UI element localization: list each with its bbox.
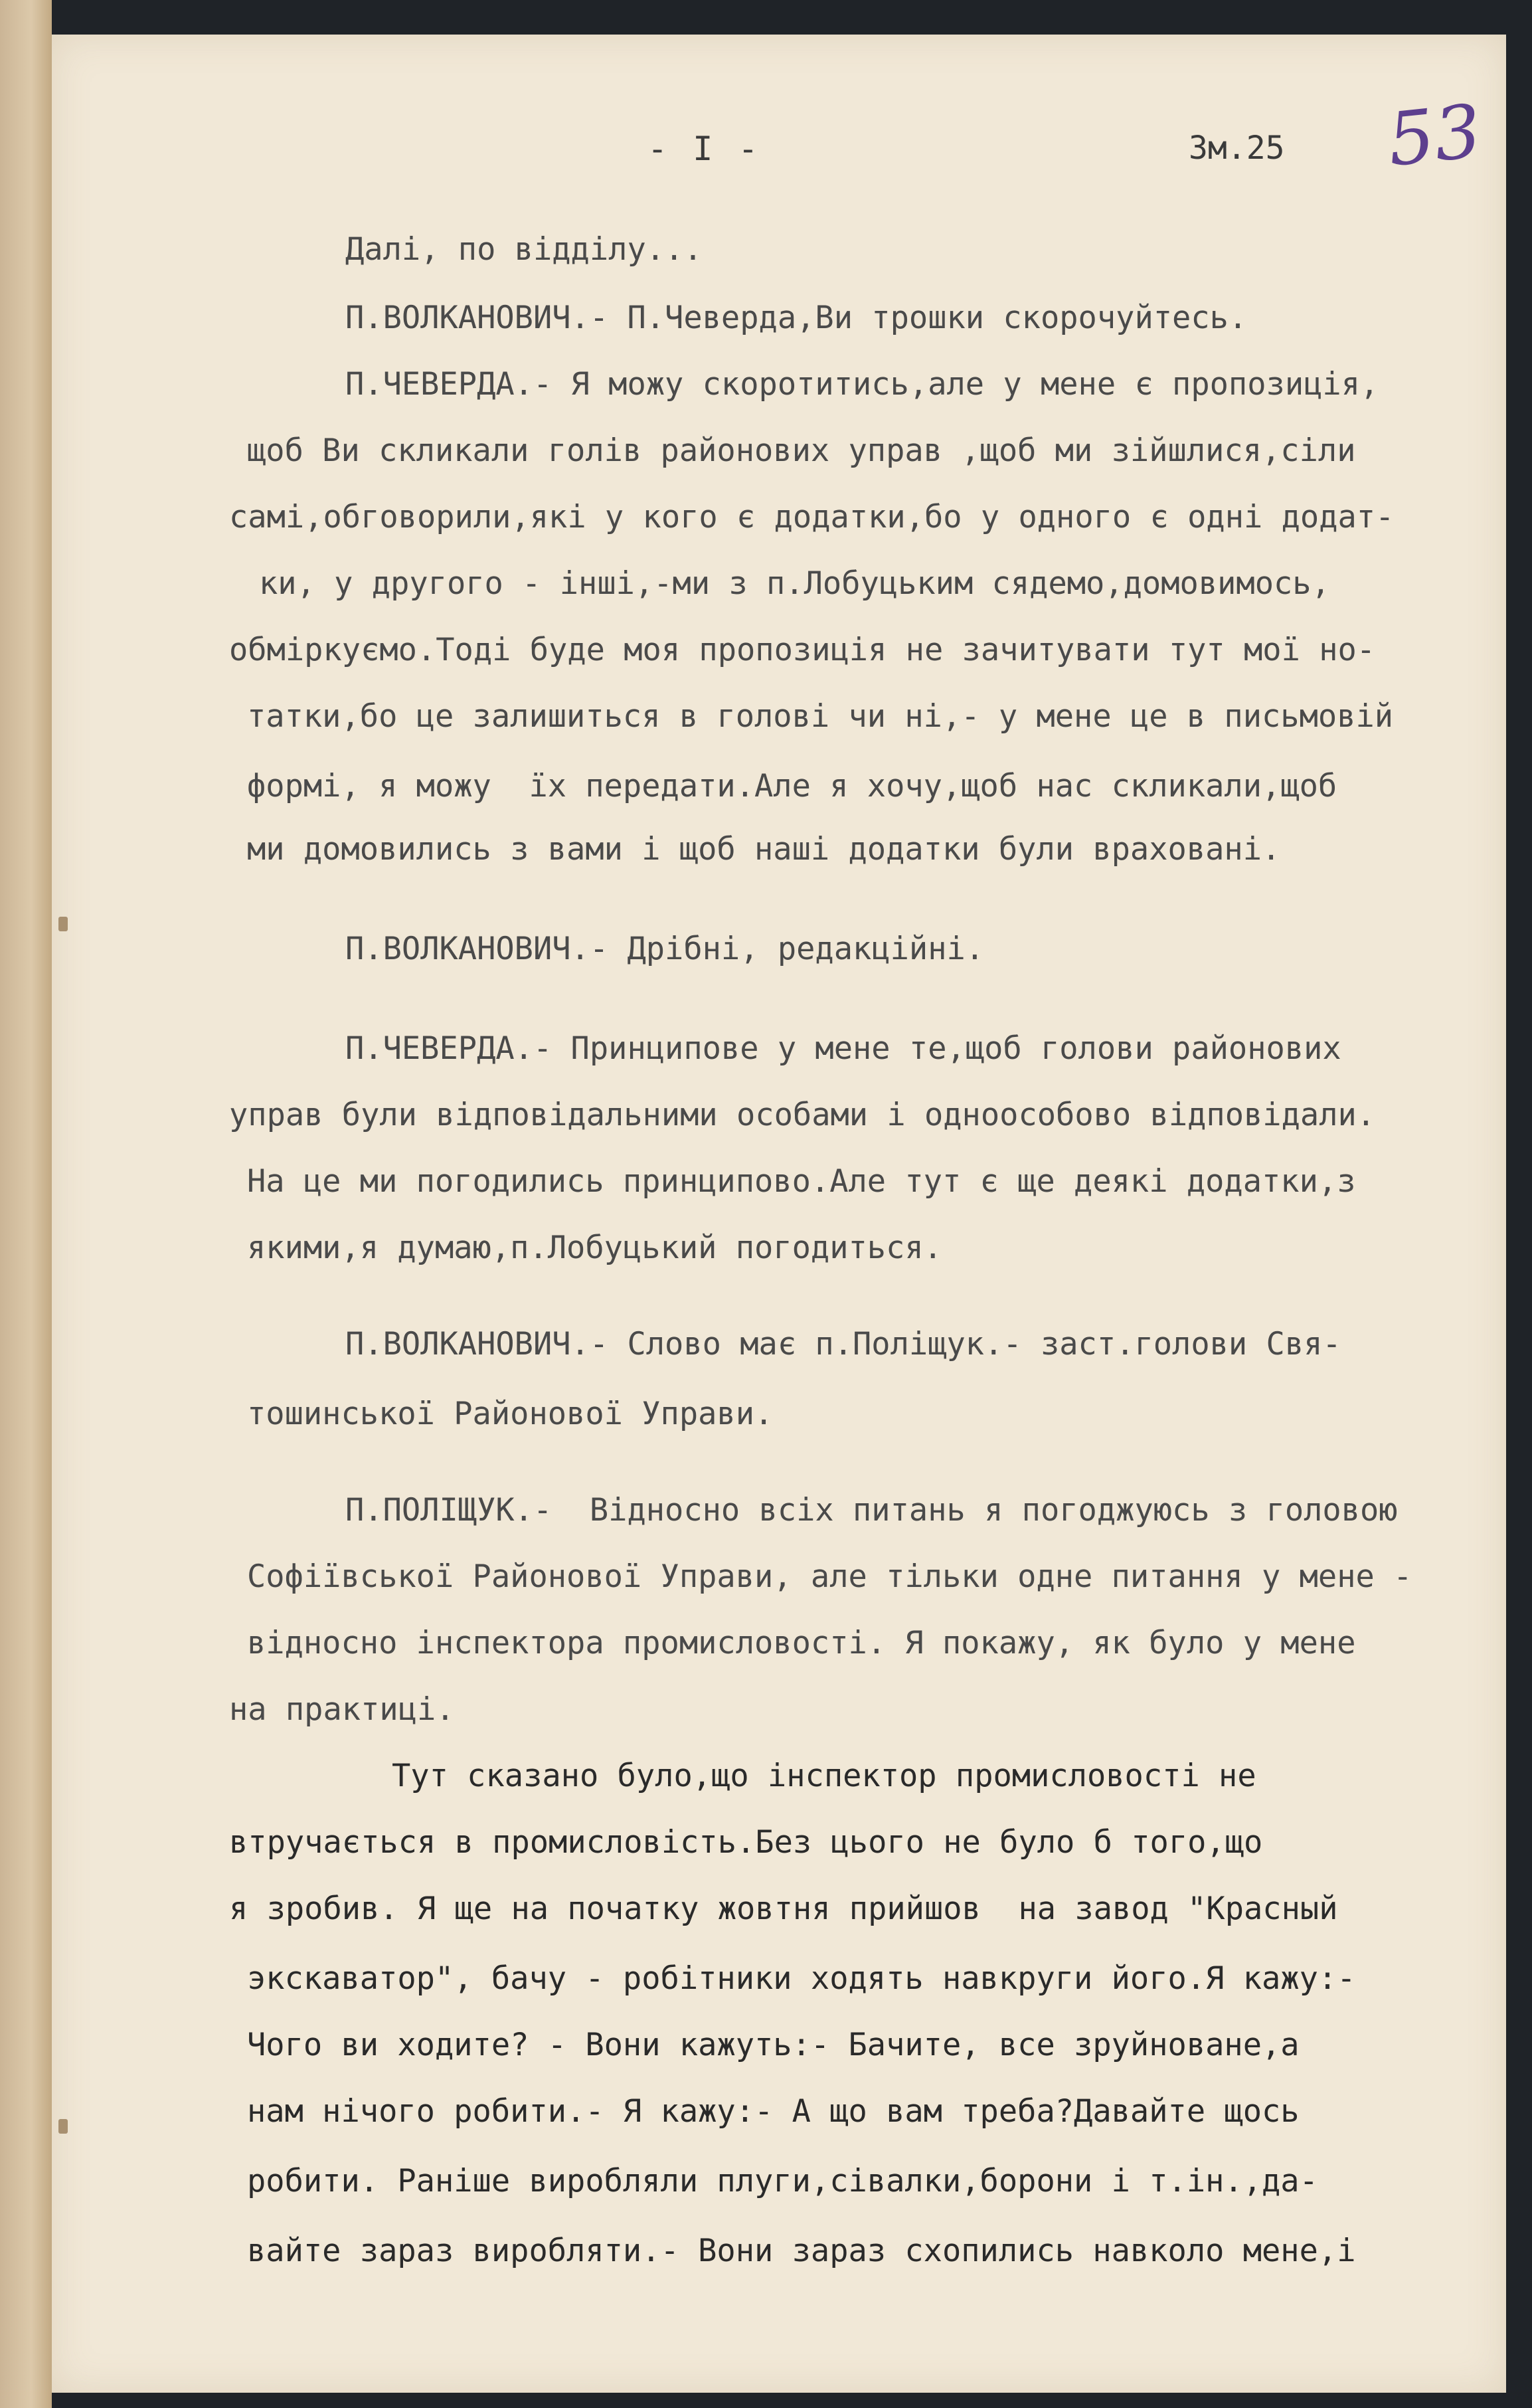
binding-hole-mark bbox=[58, 917, 68, 931]
handwritten-folio-number: 53 bbox=[1383, 88, 1486, 183]
text-line: На це ми погодились принципово.Але тут є ще деякі додатки,з bbox=[247, 1163, 1356, 1200]
text-line: Тут сказано було,що інспектор промисловості не bbox=[392, 1758, 1256, 1794]
text-line: экскаватор", бачу - робітники ходять навкруги його.Я кажу:- bbox=[247, 1960, 1356, 1997]
text-line: я зробив. Я ще на початку жовтня прийшов на завод "Красный bbox=[229, 1891, 1338, 1927]
text-line: щоб Ви скликали голів районових управ ,щоб ми зійшлися,сіли bbox=[247, 432, 1356, 469]
text-line: робити. Раніше виробляли плуги,сівалки,борони і т.ін.,да- bbox=[247, 2163, 1318, 2199]
text-line: управ були відповідальними особами і одноособово відповідали. bbox=[229, 1097, 1376, 1133]
text-line: відносно інспектора промисловості. Я покажу, як було у мене bbox=[247, 1625, 1356, 1661]
page-number: - I - bbox=[647, 130, 761, 168]
text-line: П.ВОЛКАНОВИЧ.- П.Чеверда,Ви трошки скорочуйтесь. bbox=[345, 300, 1248, 336]
text-line: ми домовились з вами і щоб наші додатки були враховані. bbox=[247, 831, 1281, 868]
text-line: П.ВОЛКАНОВИЧ.- Дрібні, редакційні. bbox=[345, 931, 985, 967]
text-line: Чого ви ходите? - Вони кажуть:- Бачите, все зруйноване,а bbox=[247, 2027, 1300, 2063]
binder-edge bbox=[0, 0, 52, 2408]
text-line: П.ПОЛІЩУК.- Відносно всіх питань я погоджуюсь з головою bbox=[345, 1492, 1398, 1528]
text-line: формі, я можу їх передати.Але я хочу,щоб нас скликали,щоб bbox=[247, 768, 1337, 804]
text-line: на практиці. bbox=[229, 1691, 455, 1728]
text-line: Софіївської Районової Управи, але тільки одне питання у мене - bbox=[247, 1558, 1412, 1595]
text-line: обміркуємо.Тоді буде моя пропозиція не зачитувати тут мої но- bbox=[229, 632, 1376, 668]
text-line: П.ЧЕВЕРДА.- Я можу скоротитись,але у мене є пропозиція, bbox=[345, 366, 1379, 403]
text-line: татки,бо це залишиться в голові чи ні,- у мене це в письмовій bbox=[247, 698, 1394, 735]
text-line: самі,обговорили,які у кого є додатки,бо у одного є одні додат- bbox=[229, 499, 1395, 535]
text-line: Далі, по відділу... bbox=[345, 231, 703, 268]
text-line: нам нічого робити.- Я кажу:- А що вам треба?Давайте щось bbox=[247, 2093, 1300, 2130]
text-line: якими,я думаю,п.Лобуцький погодиться. bbox=[247, 1230, 942, 1266]
text-line: втручається в промисловість.Без цього не було б того,що bbox=[229, 1824, 1263, 1861]
text-line: П.ЧЕВЕРДА.- Принципове у мене те,щоб голови районових bbox=[345, 1030, 1341, 1067]
binding-hole-mark bbox=[58, 2119, 68, 2134]
sheet-code: Зм.25 bbox=[1189, 130, 1285, 167]
text-line: тошинської Районової Управи. bbox=[247, 1396, 774, 1432]
text-line: П.ВОЛКАНОВИЧ.- Слово має п.Поліщук.- заст.голови Свя- bbox=[345, 1326, 1341, 1362]
text-line: вайте зараз виробляти.- Вони зараз схопились навколо мене,і bbox=[247, 2233, 1356, 2269]
text-line: ки, у другого - інші,-ми з п.Лобуцьким сядемо,домовимось, bbox=[259, 565, 1330, 602]
